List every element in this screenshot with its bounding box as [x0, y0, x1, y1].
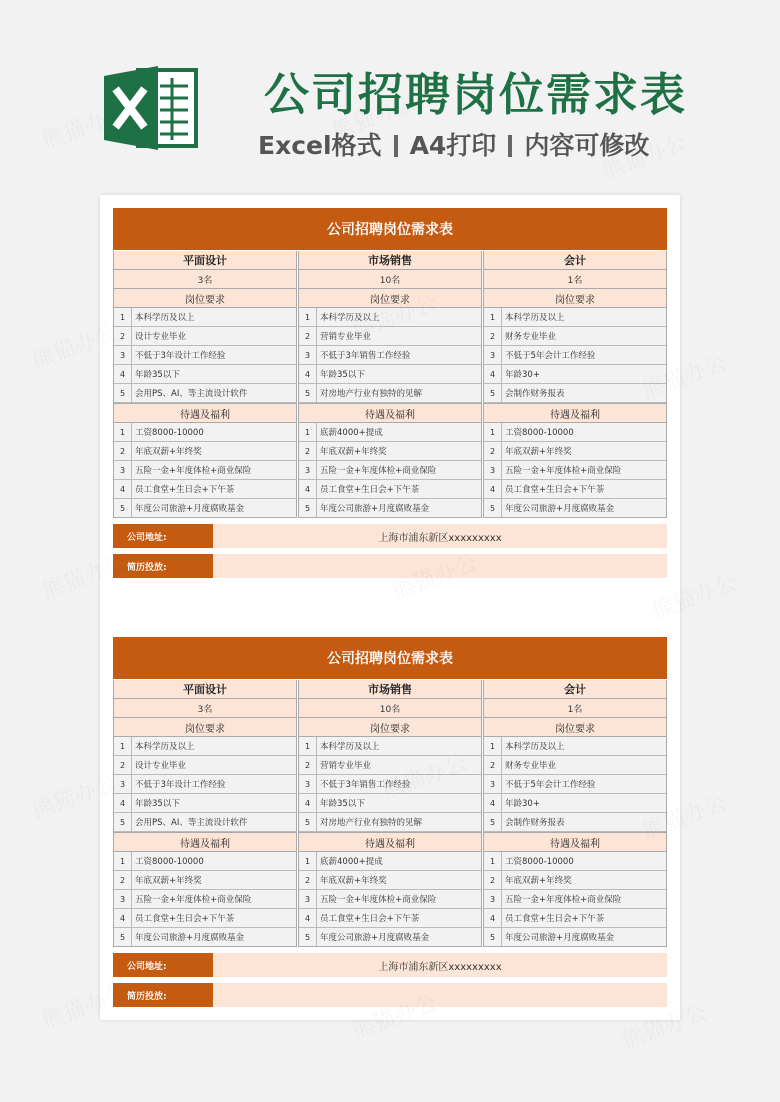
- row-number: 3: [484, 346, 502, 364]
- requirement-text: 年龄30+: [505, 799, 540, 809]
- benefit-row: [299, 423, 481, 442]
- address-row: [113, 524, 667, 548]
- benefit-text: 员工食堂+生日会+下午茶: [320, 485, 420, 495]
- row-number: 2: [484, 871, 502, 889]
- job-title: 会计: [484, 251, 666, 270]
- header: [0, 0, 780, 185]
- benefit-text: 五险一金+年度体检+商业保险: [135, 895, 252, 905]
- requirement-row: [299, 365, 481, 384]
- requirement-row: [114, 384, 296, 403]
- requirement-text: 不低于3年销售工作经验: [320, 780, 411, 790]
- benefit-text: 员工食堂+生日会+下午茶: [135, 485, 235, 495]
- requirement-text: 财务专业毕业: [505, 761, 557, 771]
- requirements-heading: 岗位要求: [299, 289, 481, 308]
- excel-icon: [100, 58, 200, 158]
- benefit-text: 年度公司旅游+月度腐败基金: [505, 504, 615, 514]
- row-number: 2: [114, 871, 132, 889]
- row-number: 2: [114, 756, 132, 774]
- recruitment-sheet: [113, 208, 667, 578]
- benefit-text: 年底双薪+年终奖: [320, 876, 387, 886]
- subtitle-print: A4打印: [409, 131, 497, 160]
- row-number: 4: [114, 794, 132, 812]
- benefit-text: 年底双薪+年终奖: [505, 876, 572, 886]
- row-number: 5: [299, 813, 317, 831]
- row-number: 4: [114, 365, 132, 383]
- requirement-row: [114, 327, 296, 346]
- requirements-heading: 岗位要求: [114, 289, 296, 308]
- benefit-text: 员工食堂+生日会+下午茶: [320, 914, 420, 924]
- row-number: 4: [299, 909, 317, 927]
- job-title: 平面设计: [114, 251, 296, 270]
- benefit-text: 工资8000-10000: [505, 857, 574, 867]
- requirement-text: 不低于3年设计工作经验: [135, 780, 226, 790]
- benefit-text: 五险一金+年度体检+商业保险: [505, 466, 622, 476]
- requirement-text: 会制作财务报表: [505, 389, 565, 399]
- benefit-text: 年度公司旅游+月度腐败基金: [135, 933, 245, 943]
- row-number: 5: [299, 928, 317, 946]
- row-number: 1: [114, 852, 132, 870]
- benefit-row: [484, 423, 666, 442]
- headcount: 10名: [299, 699, 481, 718]
- benefits-heading: 待遇及福利: [299, 403, 481, 423]
- address-value: 上海市浦东新区xxxxxxxxx: [213, 524, 667, 548]
- requirement-text: 本科学历及以上: [135, 313, 195, 323]
- job-title: 市场销售: [299, 680, 481, 699]
- paper-preview: [100, 195, 680, 1020]
- row-number: 2: [114, 327, 132, 345]
- benefit-text: 底薪4000+提成: [320, 857, 383, 867]
- row-number: 3: [299, 461, 317, 479]
- benefit-text: 五险一金+年度体检+商业保险: [135, 466, 252, 476]
- requirement-row: [299, 756, 481, 775]
- row-number: 2: [484, 756, 502, 774]
- benefit-row: [114, 928, 296, 946]
- requirement-text: 年龄30+: [505, 370, 540, 380]
- benefit-text: 员工食堂+生日会+下午茶: [135, 914, 235, 924]
- requirement-text: 本科学历及以上: [505, 742, 565, 752]
- requirements-heading: 岗位要求: [484, 718, 666, 737]
- benefit-text: 五险一金+年度体检+商业保险: [320, 895, 437, 905]
- requirement-row: [484, 794, 666, 813]
- requirement-text: 对房地产行业有独特的见解: [320, 818, 423, 828]
- benefit-row: [299, 461, 481, 480]
- benefit-text: 年底双薪+年终奖: [505, 447, 572, 457]
- headcount: 10名: [299, 270, 481, 289]
- row-number: 5: [114, 813, 132, 831]
- page-title: 公司招聘岗位需求表: [264, 68, 688, 121]
- benefit-row: [299, 890, 481, 909]
- benefit-text: 年底双薪+年终奖: [135, 447, 202, 457]
- requirement-text: 设计专业毕业: [135, 332, 187, 342]
- benefit-text: 年度公司旅游+月度腐败基金: [320, 933, 430, 943]
- requirement-text: 不低于5年会计工作经验: [505, 780, 596, 790]
- requirement-row: [114, 308, 296, 327]
- benefit-row: [114, 499, 296, 517]
- requirement-row: [114, 365, 296, 384]
- row-number: 2: [299, 871, 317, 889]
- requirement-row: [484, 384, 666, 403]
- row-number: 5: [484, 499, 502, 517]
- address-row: [113, 953, 667, 977]
- benefit-row: [484, 890, 666, 909]
- row-number: 4: [299, 365, 317, 383]
- benefit-row: [484, 852, 666, 871]
- benefit-row: [114, 871, 296, 890]
- job-column: [483, 251, 667, 518]
- row-number: 3: [114, 346, 132, 364]
- row-number: 3: [114, 461, 132, 479]
- row-number: 2: [299, 756, 317, 774]
- benefits-heading: 待遇及福利: [114, 832, 296, 852]
- requirement-row: [114, 775, 296, 794]
- row-number: 3: [484, 461, 502, 479]
- benefit-row: [484, 442, 666, 461]
- sheet-title: 公司招聘岗位需求表: [113, 208, 667, 250]
- benefit-text: 底薪4000+提成: [320, 428, 383, 438]
- row-number: 2: [299, 327, 317, 345]
- benefits-heading: 待遇及福利: [484, 403, 666, 423]
- benefit-text: 五险一金+年度体检+商业保险: [505, 895, 622, 905]
- requirement-text: 会用PS、AI、等主流设计软件: [135, 818, 248, 828]
- benefit-row: [114, 442, 296, 461]
- job-column: [298, 251, 482, 518]
- row-number: 5: [299, 384, 317, 402]
- requirement-row: [299, 346, 481, 365]
- resume-row: [113, 554, 667, 578]
- requirement-text: 财务专业毕业: [505, 332, 557, 342]
- headcount: 1名: [484, 699, 666, 718]
- benefit-row: [114, 909, 296, 928]
- requirement-text: 本科学历及以上: [320, 742, 380, 752]
- benefit-row: [484, 871, 666, 890]
- requirement-row: [299, 813, 481, 832]
- divider: [508, 135, 512, 157]
- row-number: 1: [299, 423, 317, 441]
- row-number: 2: [114, 442, 132, 460]
- row-number: 3: [299, 775, 317, 793]
- benefit-row: [114, 852, 296, 871]
- row-number: 3: [484, 775, 502, 793]
- row-number: 1: [299, 308, 317, 326]
- benefit-row: [299, 442, 481, 461]
- requirement-row: [484, 775, 666, 794]
- requirement-text: 年龄35以下: [320, 370, 365, 380]
- row-number: 5: [114, 384, 132, 402]
- address-label: 公司地址:: [113, 953, 213, 977]
- benefit-text: 工资8000-10000: [135, 857, 204, 867]
- resume-label: 简历投放:: [113, 983, 213, 1007]
- row-number: 5: [484, 928, 502, 946]
- benefits-heading: 待遇及福利: [299, 832, 481, 852]
- job-column: [298, 680, 482, 947]
- requirements-heading: 岗位要求: [114, 718, 296, 737]
- requirement-text: 营销专业毕业: [320, 332, 372, 342]
- requirement-row: [299, 794, 481, 813]
- requirement-row: [484, 346, 666, 365]
- benefit-row: [484, 480, 666, 499]
- benefit-text: 员工食堂+生日会+下午茶: [505, 914, 605, 924]
- requirement-row: [299, 308, 481, 327]
- row-number: 4: [484, 365, 502, 383]
- benefit-row: [484, 928, 666, 946]
- address-value: 上海市浦东新区xxxxxxxxx: [213, 953, 667, 977]
- benefits-heading: 待遇及福利: [484, 832, 666, 852]
- requirement-row: [484, 813, 666, 832]
- requirement-text: 不低于5年会计工作经验: [505, 351, 596, 361]
- requirement-text: 本科学历及以上: [505, 313, 565, 323]
- row-number: 1: [484, 737, 502, 755]
- benefit-text: 工资8000-10000: [505, 428, 574, 438]
- benefit-row: [484, 909, 666, 928]
- row-number: 1: [299, 852, 317, 870]
- benefit-text: 年度公司旅游+月度腐败基金: [505, 933, 615, 943]
- row-number: 1: [114, 737, 132, 755]
- requirement-text: 设计专业毕业: [135, 761, 187, 771]
- requirement-text: 年龄35以下: [135, 370, 180, 380]
- job-title: 会计: [484, 680, 666, 699]
- requirement-text: 不低于3年设计工作经验: [135, 351, 226, 361]
- job-columns: [113, 251, 667, 518]
- row-number: 5: [114, 928, 132, 946]
- benefit-text: 年底双薪+年终奖: [320, 447, 387, 457]
- requirement-text: 本科学历及以上: [135, 742, 195, 752]
- job-title: 平面设计: [114, 680, 296, 699]
- address-label: 公司地址:: [113, 524, 213, 548]
- benefit-row: [114, 461, 296, 480]
- requirement-row: [484, 308, 666, 327]
- benefit-text: 年底双薪+年终奖: [135, 876, 202, 886]
- row-number: 4: [484, 794, 502, 812]
- requirement-row: [114, 813, 296, 832]
- subtitle-format: Excel格式: [258, 131, 382, 160]
- requirement-text: 年龄35以下: [135, 799, 180, 809]
- row-number: 4: [299, 794, 317, 812]
- row-number: 4: [484, 909, 502, 927]
- benefit-row: [114, 480, 296, 499]
- requirements-heading: 岗位要求: [484, 289, 666, 308]
- resume-label: 简历投放:: [113, 554, 213, 578]
- row-number: 3: [114, 890, 132, 908]
- benefit-text: 五险一金+年度体检+商业保险: [320, 466, 437, 476]
- requirements-heading: 岗位要求: [299, 718, 481, 737]
- row-number: 1: [114, 423, 132, 441]
- row-number: 1: [484, 852, 502, 870]
- row-number: 5: [299, 499, 317, 517]
- headcount: 3名: [114, 699, 296, 718]
- requirement-text: 会用PS、AI、等主流设计软件: [135, 389, 248, 399]
- benefit-text: 年度公司旅游+月度腐败基金: [135, 504, 245, 514]
- requirement-row: [114, 794, 296, 813]
- resume-row: [113, 983, 667, 1007]
- row-number: 4: [114, 480, 132, 498]
- benefit-row: [114, 890, 296, 909]
- row-number: 3: [299, 890, 317, 908]
- requirement-text: 本科学历及以上: [320, 313, 380, 323]
- benefit-row: [299, 871, 481, 890]
- requirement-row: [484, 737, 666, 756]
- requirement-row: [299, 737, 481, 756]
- job-column: [113, 251, 297, 518]
- requirement-text: 对房地产行业有独特的见解: [320, 389, 423, 399]
- row-number: 2: [484, 442, 502, 460]
- headcount: 3名: [114, 270, 296, 289]
- benefit-row: [299, 909, 481, 928]
- row-number: 3: [299, 346, 317, 364]
- benefit-text: 年度公司旅游+月度腐败基金: [320, 504, 430, 514]
- requirement-row: [484, 327, 666, 346]
- row-number: 4: [114, 909, 132, 927]
- row-number: 2: [484, 327, 502, 345]
- requirement-text: 营销专业毕业: [320, 761, 372, 771]
- resume-value: [213, 983, 667, 1007]
- row-number: 1: [299, 737, 317, 755]
- row-number: 4: [484, 480, 502, 498]
- benefit-text: 工资8000-10000: [135, 428, 204, 438]
- row-number: 5: [484, 813, 502, 831]
- row-number: 1: [114, 308, 132, 326]
- benefit-row: [299, 852, 481, 871]
- requirement-row: [299, 327, 481, 346]
- benefit-text: 员工食堂+生日会+下午茶: [505, 485, 605, 495]
- requirement-row: [114, 737, 296, 756]
- resume-value: [213, 554, 667, 578]
- requirement-text: 不低于3年销售工作经验: [320, 351, 411, 361]
- requirement-row: [299, 384, 481, 403]
- benefit-row: [299, 480, 481, 499]
- requirement-text: 会制作财务报表: [505, 818, 565, 828]
- row-number: 4: [299, 480, 317, 498]
- requirement-row: [484, 365, 666, 384]
- benefit-row: [484, 461, 666, 480]
- requirement-row: [299, 775, 481, 794]
- job-title: 市场销售: [299, 251, 481, 270]
- requirement-text: 年龄35以下: [320, 799, 365, 809]
- divider: [394, 135, 398, 157]
- subtitle: [258, 126, 649, 162]
- requirement-row: [484, 756, 666, 775]
- row-number: 3: [484, 890, 502, 908]
- requirement-row: [114, 756, 296, 775]
- benefit-row: [484, 499, 666, 517]
- row-number: 2: [299, 442, 317, 460]
- row-number: 1: [484, 308, 502, 326]
- row-number: 1: [484, 423, 502, 441]
- recruitment-sheet: [113, 637, 667, 1007]
- headcount: 1名: [484, 270, 666, 289]
- row-number: 5: [114, 499, 132, 517]
- benefit-row: [114, 423, 296, 442]
- job-column: [483, 680, 667, 947]
- row-number: 3: [114, 775, 132, 793]
- benefit-row: [299, 928, 481, 946]
- subtitle-editable: 内容可修改: [524, 131, 650, 160]
- benefit-row: [299, 499, 481, 517]
- requirement-row: [114, 346, 296, 365]
- row-number: 5: [484, 384, 502, 402]
- job-column: [113, 680, 297, 947]
- benefits-heading: 待遇及福利: [114, 403, 296, 423]
- sheet-title: 公司招聘岗位需求表: [113, 637, 667, 679]
- job-columns: [113, 680, 667, 947]
